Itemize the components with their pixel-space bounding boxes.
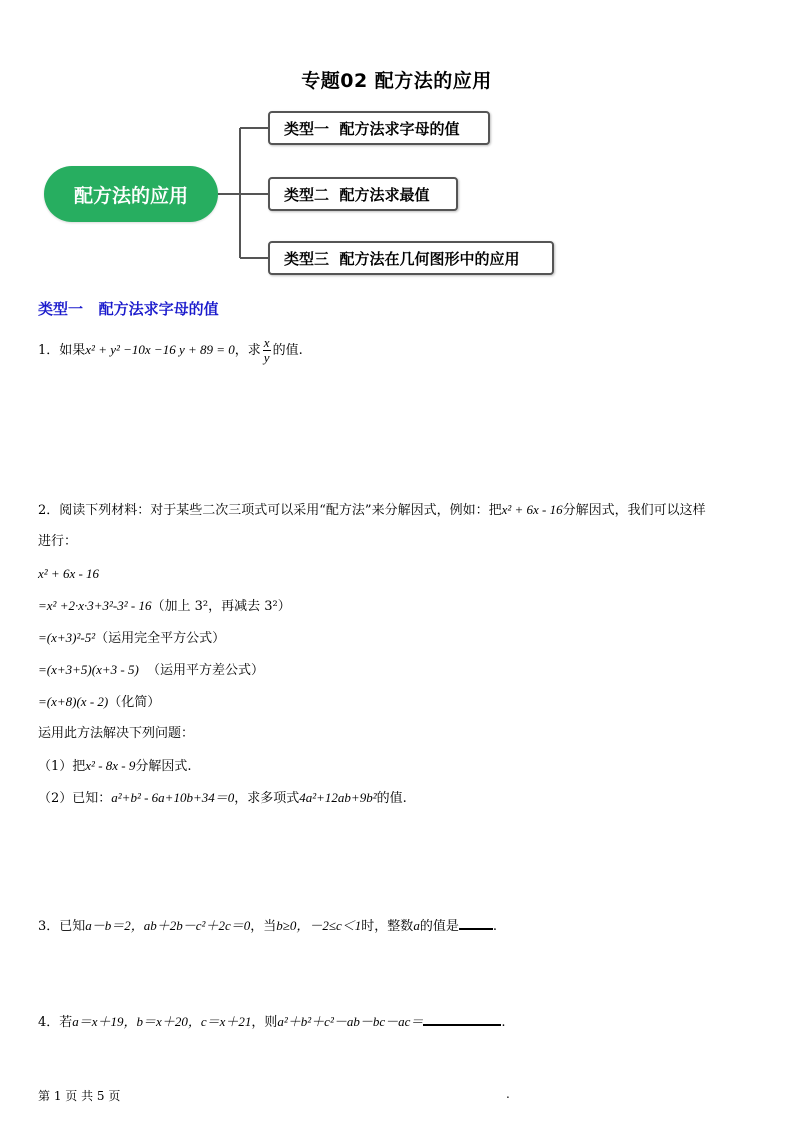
q2-step-expr: =(x+8)(x - 2) xyxy=(38,694,109,709)
q3-g: 的值是 xyxy=(419,919,459,934)
q3-d: b≥0，－2≤c＜1 xyxy=(276,918,362,933)
q2-step-note: （运用平方差公式） xyxy=(138,663,265,678)
q2-part2-c: 的值. xyxy=(376,791,407,806)
q1-fraction xyxy=(263,336,271,365)
q2-step-expr: =(x+3)²-5² xyxy=(38,630,96,645)
q2-step-5 xyxy=(38,693,160,712)
q3-e: 时，整数 xyxy=(361,919,414,934)
q2-step-1 xyxy=(38,565,99,584)
q1-frac-num: x xyxy=(263,335,270,350)
mindmap-node-type2: 类型二 配方法求最值 xyxy=(268,177,458,211)
q2-part2-expr2: 4a²+12ab+9b² xyxy=(299,790,377,805)
q1-prefix: 1．如果 xyxy=(38,343,86,358)
q2-part-1 xyxy=(38,757,192,776)
question-4 xyxy=(38,1012,506,1032)
q2-task: 运用此方法解决下列问题： xyxy=(38,726,195,741)
q3-c: ，当 xyxy=(250,919,277,934)
mindmap-node-type1: 类型一 配方法求字母的值 xyxy=(268,111,490,145)
q1-mid: ，求 xyxy=(234,343,261,358)
q2-step-expr: =(x+3+5)(x+3 - 5) xyxy=(38,662,139,677)
q1-suffix: 的值. xyxy=(272,343,303,358)
q3-f: a xyxy=(413,918,420,933)
q2-step-2 xyxy=(38,597,291,616)
page-title: 专题02 配方法的应用 xyxy=(301,70,492,92)
q1-equation: x² + y² −10x −16 y + 89 = 0 xyxy=(85,342,235,357)
q2-part1-b: 分解因式. xyxy=(135,759,192,774)
q4-b: a＝x＋19，b＝x＋20，c＝x＋21 xyxy=(72,1014,252,1029)
q4-e: . xyxy=(501,1015,506,1030)
q2-intro-b: 分解因式，我们可以这样 xyxy=(562,503,706,518)
q2-step-4 xyxy=(38,661,264,680)
q2-intro-continued: 进行： xyxy=(38,534,78,549)
q3-b: a－b＝2，ab＋2b－c²＋2c＝0 xyxy=(85,918,251,933)
q2-intro-a: 2．阅读下列材料：对于某些二次三项式可以采用“配方法”来分解因式，例如：把 xyxy=(38,503,502,518)
page-number: 第 1 页 共 5 页 xyxy=(38,1089,121,1103)
q4-a: 4．若 xyxy=(38,1015,73,1030)
q2-part2-b: ，求多项式 xyxy=(234,791,300,806)
q2-step-note: （加上 3²，再减去 3²） xyxy=(151,599,291,614)
q4-answer-blank xyxy=(423,1012,501,1026)
question-2-intro xyxy=(38,501,706,520)
q4-d: a²＋b²＋c²－ab－bc－ac＝ xyxy=(277,1014,424,1029)
mindmap-root: 配方法的应用 xyxy=(44,166,218,222)
q2-part1-a: （1）把 xyxy=(38,759,86,774)
q2-part1-expr: x² - 8x - 9 xyxy=(85,758,136,773)
section-heading: 类型一 配方法求字母的值 xyxy=(38,300,219,318)
mindmap-node-type3: 类型三 配方法在几何图形中的应用 xyxy=(268,241,554,275)
q2-step-3 xyxy=(38,629,225,648)
q2-step-note: （运用完全平方公式） xyxy=(95,631,226,646)
q2-part2-expr: a²+b² - 6a+10b+34＝0 xyxy=(111,790,235,805)
q3-answer-blank xyxy=(459,916,493,930)
q2-part-2 xyxy=(38,789,407,808)
q2-step-expr: x² + 6x - 16 xyxy=(38,566,100,581)
question-3 xyxy=(38,916,497,936)
q4-c: ，则 xyxy=(251,1015,278,1030)
question-1 xyxy=(38,336,303,365)
q2-step-note: （化简） xyxy=(108,695,161,710)
footer-dot: . xyxy=(506,1087,510,1101)
q2-part2-a: （2）已知： xyxy=(38,791,112,806)
q3-h: . xyxy=(492,919,497,934)
q2-step-expr: =x² +2·x·3+3²-3² - 16 xyxy=(38,598,152,613)
q2-intro-expr: x² + 6x - 16 xyxy=(501,502,563,517)
q3-a: 3．已知 xyxy=(38,919,86,934)
q1-frac-den: y xyxy=(263,350,270,365)
